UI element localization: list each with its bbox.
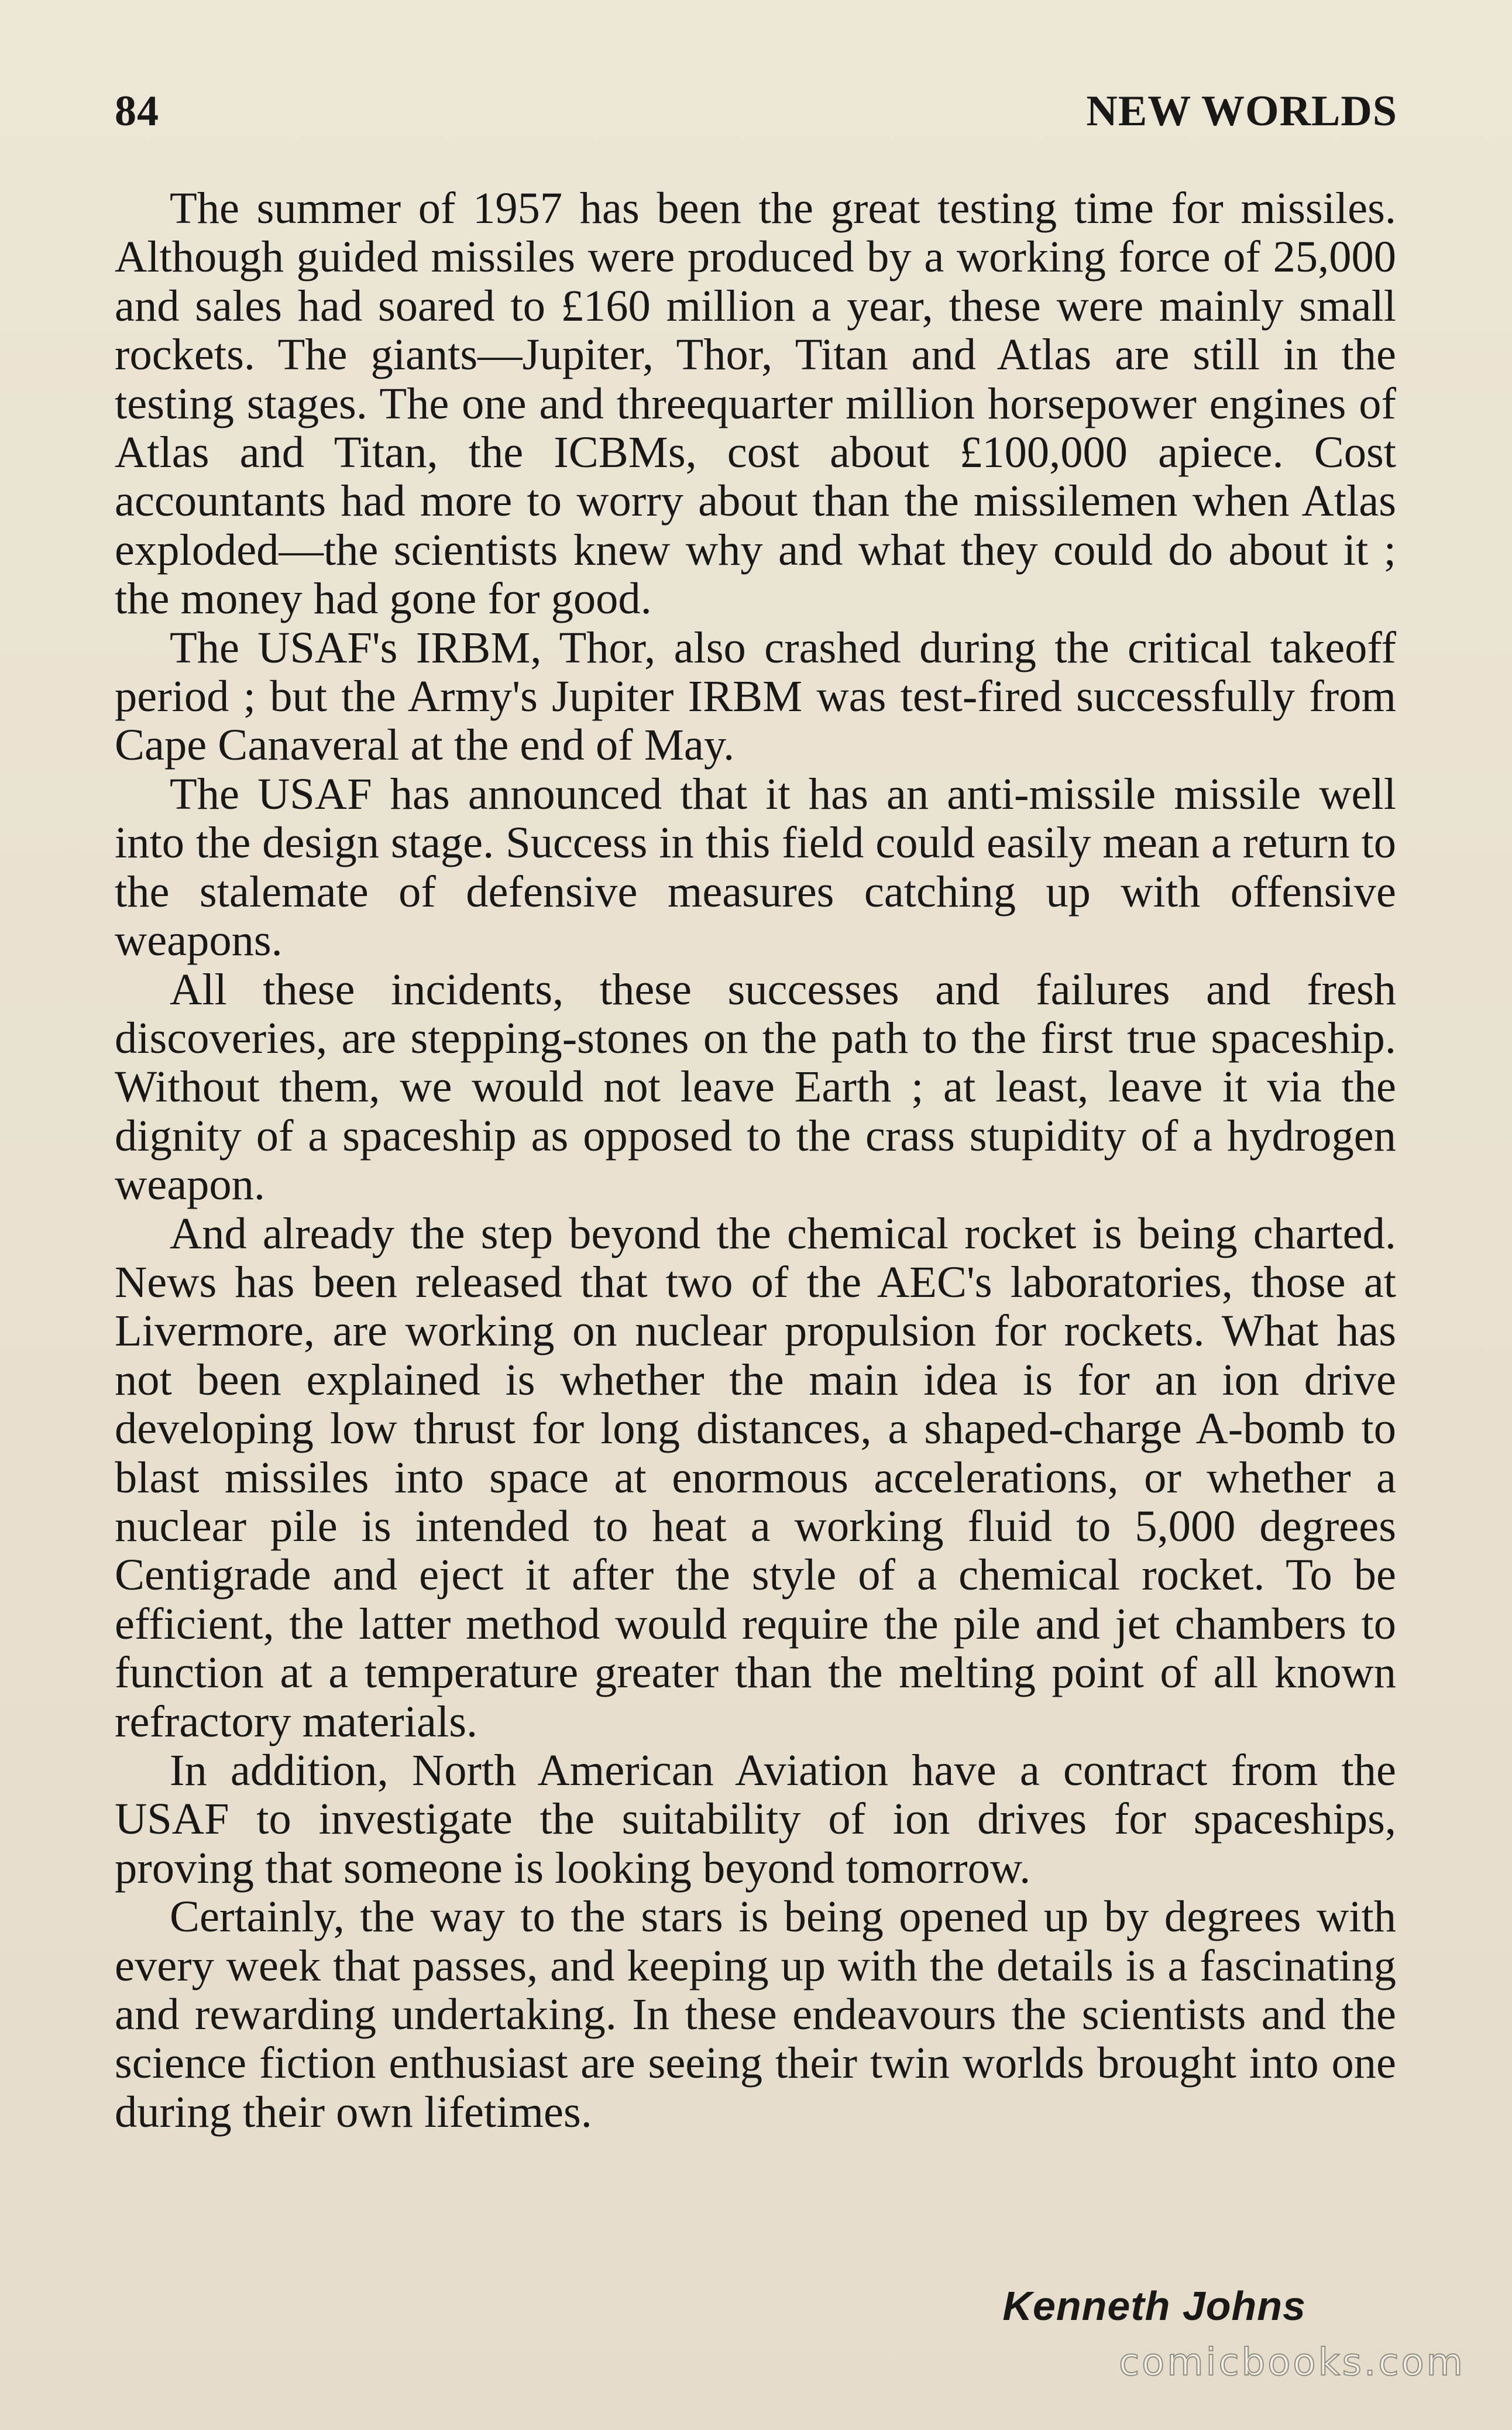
author-signature: Kenneth Johns <box>1002 2283 1306 2329</box>
paragraph: The USAF has announced that it has an anti-missile missile well into the design stage. Success in this field could easily mean a return to the stalemate of defensive measures catching up with offensive weapons. <box>115 768 1396 966</box>
article-body <box>115 184 1396 2136</box>
paragraph: All these incidents, these successes and failures and fresh discoveries, are stepping-stones on the path to the first true spaceship. Without them, we would not leave Earth ; at least, leave it via the dignity of a spaceship as opposed to the crass stupidity of a hydrogen weapon. <box>115 964 1396 1210</box>
running-title: NEW WORLDS <box>1086 87 1397 135</box>
page-number: 84 <box>115 87 159 135</box>
paragraph: The summer of 1957 has been the great testing time for missiles. Although guided missiles were produced by a working force of 25,000 and sales had soared to £160 million a year, these were mainly small rockets. The giants—Jupiter, Thor, Titan and Atlas are still in the testing stages. The one and threequarter million horsepower engines of Atlas and Titan, the ICBMs, cost about £100,000 apiece. Cost accountants had more to worry about than the missilemen when Atlas exploded—the scientists knew why and what they could do about it ; the money had gone for good. <box>115 183 1396 624</box>
paragraph: The USAF's IRBM, Thor, also crashed during the critical takeoff period ; but the Army's Jupiter IRBM was test-fired successfully from Cape Canaveral at the end of May. <box>115 622 1396 770</box>
page-header <box>115 87 1397 145</box>
paragraph: And already the step beyond the chemical rocket is being charted. News has been released that two of the AEC's laboratories, those at Livermore, are working on nuclear propulsion for rockets. What has not been explained is whether the main idea is for an ion drive developing low thrust for long distances, a shaped-charge A-bomb to blast missiles into space at enormous accelerations, or whether a nuclear pile is intended to heat a working fluid to 5,000 degrees Centigrade and eject it after the style of a chemical rocket. To be efficient, the latter method would require the pile and jet chambers to function at a temperature greater than the melting point of all known refractory materials. <box>115 1208 1396 1746</box>
paragraph: In addition, North American Aviation have a contract from the USAF to investigate the suitability of ion drives for spaceships, proving that someone is looking beyond tomorrow. <box>115 1745 1396 1893</box>
paragraph: Certainly, the way to the stars is being opened up by degrees with every week that passes, and keeping up with the details is a fascinating and rewarding undertaking. In these endeavours the scientists and the science fiction enthusiast are seeing their twin worlds brought into one during their own lifetimes. <box>115 1892 1396 2137</box>
watermark: comicbooks.com <box>1118 2341 1465 2384</box>
